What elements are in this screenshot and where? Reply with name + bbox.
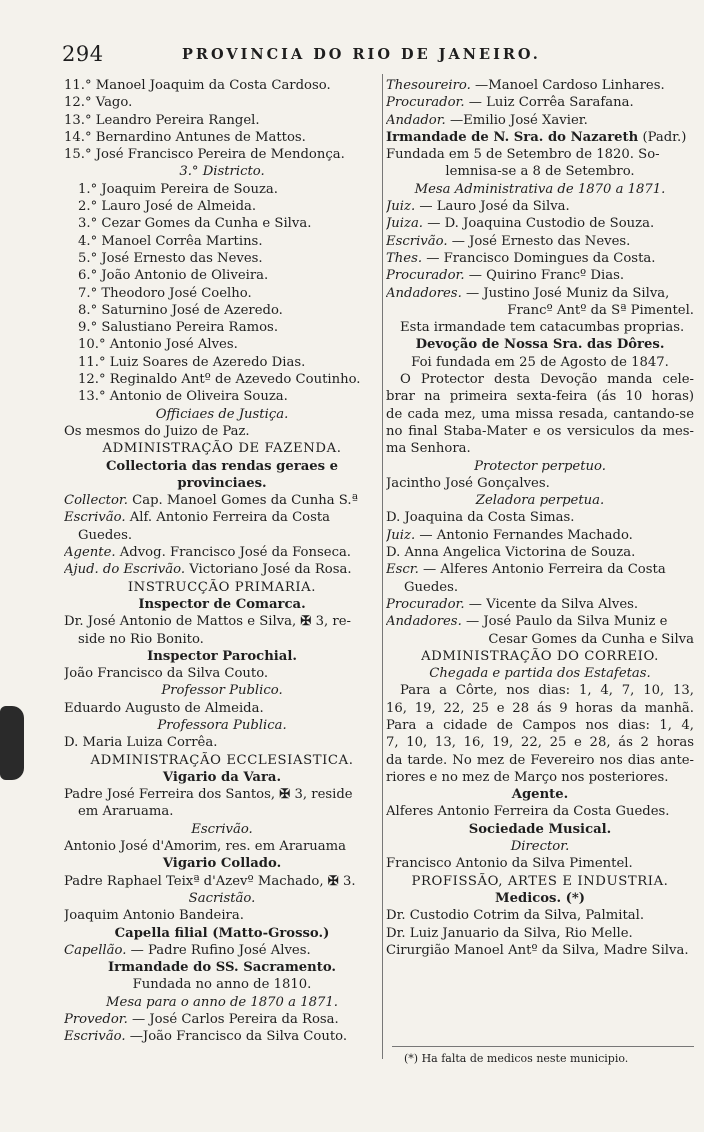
district-member: 8.° Saturnino José de Azeredo. <box>78 302 283 318</box>
district-heading: 3.° Districto. <box>179 164 265 180</box>
member-line: 11.° Manoel Joaquim da Costa Cardoso. <box>64 78 331 93</box>
section-subheading: Devoção de Nossa Sra. das Dôres. <box>415 337 665 353</box>
entry-label: Procurador. <box>386 596 465 612</box>
entry-label: Andadores. <box>386 285 462 301</box>
entry-text: Advog. Francisco José da Fonseca. <box>119 545 352 561</box>
section-subheading: Professora Publica. <box>157 717 287 733</box>
entry-line <box>64 544 380 561</box>
entry-line: Fundada em 5 de Setembro de 1820. So- <box>386 147 660 163</box>
entry-text: — Alferes Antonio Ferreira da Costa <box>423 562 666 578</box>
entry-line: Dr. Custodio Cotrim da Silva, Palmital. <box>386 908 645 924</box>
entry-line: D. Maria Luiza Corrêa. <box>64 735 218 751</box>
entry-text: Alf. Antonio Ferreira da Costa <box>129 510 331 526</box>
section-subheading: Inspector Parochial. <box>147 648 297 664</box>
entry-line <box>386 198 694 215</box>
paragraph-line: O Protector desta Devoção manda cele- <box>400 372 694 388</box>
section-heading: PROFISSÃO, ARTES E INDUSTRIA. <box>411 873 669 889</box>
section-subheading: Inspector de Comarca. <box>138 596 306 612</box>
entry-text: 3. <box>343 873 356 889</box>
left-column <box>64 77 380 1046</box>
section-subheading: Director. <box>510 839 570 855</box>
entry-text: — José Paulo da Silva Muniz e <box>465 614 668 630</box>
entry-line <box>386 596 694 613</box>
entry-label: Collector. <box>64 493 128 509</box>
entry-line <box>386 613 694 630</box>
entry-label: Thes. <box>386 250 423 266</box>
entry-label: Juiz. <box>386 199 416 215</box>
entry-text: — Justino José Muniz da Silva, <box>465 285 670 301</box>
entry-line: Antonio José d'Amorim, res. em Araruama <box>64 839 347 855</box>
entry-continuation: Francº Antº da Sª Pimentel. <box>507 302 694 318</box>
entry-line: Fundada no anno de 1810. <box>132 977 312 993</box>
entry-text: — Francisco Domingues da Costa. <box>426 250 656 266</box>
entry-text: 3, reside <box>294 787 353 803</box>
entry-line <box>64 873 380 890</box>
entry-text: — José Carlos Pereira da Rosa. <box>132 1012 339 1028</box>
section-subheading: Mesa Administrativa de 1870 a 1871. <box>414 181 666 197</box>
entry-line: Cirurgião Manoel Antº da Silva, Madre Silva. <box>386 942 689 958</box>
paragraph-line: 7, 10, 13, 16, 19, 22, 25 e 28, ás 2 horas <box>386 735 694 751</box>
district-member: 2.° Lauro José de Almeida. <box>78 199 257 215</box>
section-subheading: Vigario da Vara. <box>162 769 282 785</box>
entry-text: Cap. Manoel Gomes da Cunha S.ª <box>132 493 358 509</box>
entry-line: Os mesmos do Juizo de Paz. <box>64 423 250 439</box>
entry-label: Escrivão. <box>386 233 448 249</box>
member-line: 13.° Leandro Pereira Rangel. <box>64 112 260 128</box>
entry-text: —Manoel Cardoso Linhares. <box>475 78 665 93</box>
entry-text: — Quirino Francº Dias. <box>468 268 625 284</box>
entry-label: Capellão. <box>64 942 127 958</box>
page-number: 294 <box>62 42 104 66</box>
section-subheading <box>386 129 694 146</box>
cross-icon: ✠ <box>300 614 312 630</box>
footnote-rule <box>392 1046 694 1047</box>
section-subheading: Irmandade do SS. Sacramento. <box>107 960 337 976</box>
paragraph-line: no final Staba-Mater e os versiculos da mes- <box>386 423 694 439</box>
entry-text: — Lauro José da Silva. <box>419 199 570 215</box>
cross-icon: ✠ <box>279 787 291 803</box>
entry-continuation: lemnisa-se a 8 de Setembro. <box>445 164 635 180</box>
entry-line <box>386 112 694 129</box>
section-subheading: Escrivão. <box>191 821 253 837</box>
entry-line <box>386 561 694 578</box>
paragraph-line: de cada mez, uma missa resada, cantando-se <box>386 406 694 422</box>
section-subheading: Agente. <box>511 787 569 803</box>
entry-line <box>386 233 694 250</box>
member-line: 14.° Bernardino Antunes de Mattos. <box>64 129 306 145</box>
paragraph-line: Para a Côrte, nos dias: 1, 4, 7, 10, 13, <box>400 683 694 699</box>
entry-text: — José Ernesto das Neves. <box>451 233 631 249</box>
entry-line <box>386 77 694 94</box>
entry-line <box>386 250 694 267</box>
section-subheading: Sacristão. <box>188 890 256 906</box>
section-subheading: Sociedade Musical. <box>468 821 612 837</box>
entry-text: — Vicente da Silva Alves. <box>468 596 639 612</box>
page-title: PROVINCIA DO RIO DE JANEIRO. <box>182 46 541 63</box>
paragraph-line: da tarde. No mez de Fevereiro nos dias ante- <box>386 752 694 768</box>
section-subheading: Chegada e partida dos Estafetas. <box>429 666 651 682</box>
entry-line <box>386 285 694 302</box>
entry-continuation: side no Rio Bonito. <box>78 631 204 647</box>
entry-label: Agente. <box>64 545 116 561</box>
entry-line: Foi fundada em 25 de Agosto de 1847. <box>411 354 669 370</box>
entry-label: Escr. <box>386 562 419 578</box>
cross-icon: ✠ <box>327 873 339 889</box>
entry-line <box>64 613 380 630</box>
section-subheading: Officiaes de Justiça. <box>155 406 289 422</box>
entry-line <box>386 215 694 232</box>
district-member: 1.° Joaquim Pereira de Souza. <box>78 181 278 197</box>
entry-line <box>64 1011 380 1028</box>
entry-label: Juiza. <box>386 216 423 232</box>
entry-text: 3, re- <box>315 614 351 630</box>
entry-line: Dr. Luiz Januario da Silva, Rio Melle. <box>386 925 633 941</box>
district-member: 7.° Theodoro José Coelho. <box>78 285 252 301</box>
entry-text: —Emilio José Xavier. <box>449 112 588 128</box>
entry-label: Ajud. do Escrivão. <box>64 562 186 578</box>
entry-text: Padre Raphael Teixª d'Azevº Machado, <box>64 873 324 889</box>
entry-line <box>64 561 380 578</box>
entry-line <box>64 942 380 959</box>
section-subheading: Zeladora perpetua. <box>475 493 605 509</box>
section-subheading-text: Irmandade de N. Sra. do Nazareth <box>386 129 639 145</box>
entry-line <box>64 509 380 526</box>
entry-label: Thesoureiro. <box>386 78 471 93</box>
section-heading: ADMINISTRAÇÃO ECCLESIASTICA. <box>90 752 354 768</box>
entry-line <box>64 786 380 803</box>
entry-line: Francisco Antonio da Silva Pimentel. <box>386 856 633 872</box>
section-subheading-suffix: (Padr.) <box>642 129 687 145</box>
entry-label: Andadores. <box>386 614 462 630</box>
entry-continuation: em Araruama. <box>78 804 174 820</box>
paragraph-line: brar na primeira sexta-feira (ás 10 horas) <box>386 389 694 405</box>
entry-line <box>64 492 380 509</box>
entry-line: Jacintho José Gonçalves. <box>386 475 550 491</box>
entry-continuation: Guedes. <box>78 527 133 543</box>
district-member: 12.° Reginaldo Antº de Azevedo Coutinho. <box>78 372 361 388</box>
entry-label: Juiz. <box>386 527 416 543</box>
entry-line: João Francisco da Silva Couto. <box>64 666 269 682</box>
section-heading: INSTRUCÇÃO PRIMARIA. <box>127 579 317 595</box>
section-subheading: Mesa para o anno de 1870 a 1871. <box>106 994 338 1010</box>
entry-line <box>386 527 694 544</box>
paragraph-line: riores e no mez de Março nos posteriores. <box>386 769 669 785</box>
entry-label: Escrivão. <box>64 1029 126 1045</box>
section-subheading: Collectoria das rendas geraes e <box>105 458 339 474</box>
binding-mark <box>0 706 24 780</box>
entry-text: — Luiz Corrêa Sarafana. <box>468 95 634 111</box>
entry-text: — Antonio Fernandes Machado. <box>419 527 633 543</box>
entry-label: Procurador. <box>386 95 465 111</box>
page-header <box>62 42 682 66</box>
entry-text: — Padre Rufino José Alves. <box>130 942 311 958</box>
district-member: 6.° João Antonio de Oliveira. <box>78 268 269 284</box>
entry-text: Dr. José Antonio de Mattos e Silva, <box>64 614 297 630</box>
member-line: 15.° José Francisco Pereira de Mendonça. <box>64 147 345 163</box>
member-line: 12.° Vago. <box>64 95 133 111</box>
district-member: 9.° Salustiano Pereira Ramos. <box>78 320 279 336</box>
entry-label: Procurador. <box>386 268 465 284</box>
section-subheading: Protector perpetuo. <box>474 458 606 474</box>
district-member: 13.° Antonio de Oliveira Souza. <box>78 389 288 405</box>
section-subheading: Professor Publico. <box>161 683 283 699</box>
entry-continuation: Cesar Gomes da Cunha e Silva <box>488 631 694 647</box>
entry-line <box>386 94 694 111</box>
district-member: 5.° José Ernesto das Neves. <box>78 250 263 266</box>
section-heading: ADMINISTRAÇÃO DE FAZENDA. <box>102 441 342 457</box>
section-subheading: Capella filial (Matto-Grosso.) <box>114 925 330 941</box>
entry-line: Joaquim Antonio Bandeira. <box>64 908 244 924</box>
entry-line: Alferes Antonio Ferreira da Costa Guedes. <box>386 804 670 820</box>
entry-text: —João Francisco da Silva Couto. <box>129 1029 348 1045</box>
entry-line: D. Anna Angelica Victorina de Souza. <box>386 545 636 561</box>
entry-label: Andador. <box>386 112 446 128</box>
section-subheading: provinciaes. <box>177 475 267 491</box>
district-member: 3.° Cezar Gomes da Cunha e Silva. <box>78 216 312 232</box>
paragraph-line: ma Senhora. <box>386 441 471 457</box>
entry-label: Escrivão. <box>64 510 126 526</box>
entry-line: Esta irmandade tem catacumbas proprias. <box>400 320 685 336</box>
entry-text: — D. Joaquina Custodio de Souza. <box>427 216 655 232</box>
right-column <box>386 77 694 959</box>
entry-line: D. Joaquina da Costa Simas. <box>386 510 575 526</box>
district-member: 4.° Manoel Corrêa Martins. <box>78 233 263 249</box>
entry-text: Victoriano José da Rosa. <box>189 562 352 578</box>
section-subheading: Vigario Collado. <box>162 856 282 872</box>
footnote: (*) Ha falta de medicos neste municipio. <box>404 1052 629 1065</box>
entry-text: Padre José Ferreira dos Santos, <box>64 787 276 803</box>
paragraph-line: 16, 19, 22, 25 e 28 ás 9 horas da manhã. <box>386 700 694 716</box>
entry-label: Provedor. <box>64 1012 128 1028</box>
entry-line <box>64 1028 380 1045</box>
paragraph-line: Para a cidade de Campos nos dias: 1, 4, <box>386 717 694 733</box>
district-member: 11.° Luiz Soares de Azeredo Dias. <box>78 354 306 370</box>
section-subheading: Medicos. (*) <box>494 890 586 906</box>
district-member: 10.° Antonio José Alves. <box>78 337 238 353</box>
column-divider <box>382 74 383 1059</box>
entry-line <box>386 267 694 284</box>
entry-continuation: Guedes. <box>404 579 459 595</box>
section-heading: ADMINISTRAÇÃO DO CORREIO. <box>421 648 659 664</box>
entry-line: Eduardo Augusto de Almeida. <box>64 700 264 716</box>
